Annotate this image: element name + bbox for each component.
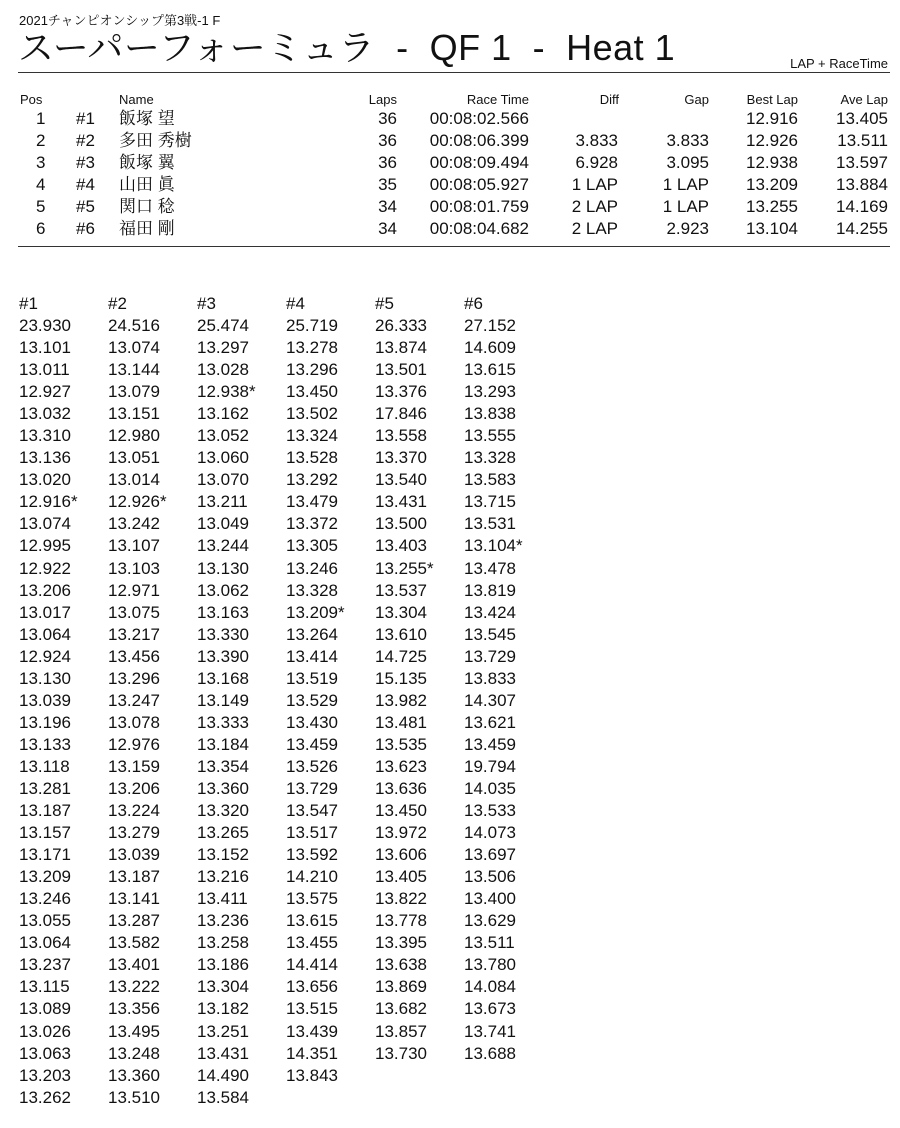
lap-time: 14.351 [286,1043,338,1063]
result-race-time: 00:08:05.927 [429,175,529,194]
lap-time: 13.248 [108,1043,160,1063]
table-row [18,174,890,196]
lap-time: 13.258 [197,933,249,953]
result-laps: 34 [378,197,397,216]
lap-time: 12.971 [108,580,160,600]
result-pos: 2 [36,131,46,150]
lap-time: 13.328 [286,580,338,600]
lap-time: 14.414 [286,955,338,975]
lap-time: 13.833 [464,668,516,688]
lap-column [464,293,553,1109]
lap-time: 13.621 [464,712,516,732]
lap-time: 13.972 [375,823,427,843]
results-divider [18,246,890,247]
result-diff: 2 LAP [571,219,618,238]
result-ave-lap: 13.597 [836,153,888,172]
lap-time: 13.203 [19,1065,71,1085]
lap-time: 13.874 [375,338,427,358]
lap-time: 13.074 [108,338,160,358]
result-gap: 2.923 [666,219,709,238]
lap-time: 13.292 [286,470,338,490]
lap-time: 13.287 [108,911,160,931]
lap-time: 13.729 [286,778,338,798]
lap-time: 12.980 [108,426,160,446]
result-race-time: 00:08:02.566 [429,109,529,128]
result-pos: 5 [36,197,46,216]
lap-time: 12.995 [19,536,71,556]
result-driver-name: 多田 秀樹 [119,131,192,150]
report-type-label: LAP + RaceTime [790,56,888,71]
lap-time: 13.162 [197,404,249,424]
table-row [18,152,890,174]
lap-time: 13.209 [19,867,71,887]
lap-column-header: #6 [464,294,483,313]
lap-time: 13.636 [375,778,427,798]
lap-time: 13.107 [108,536,160,556]
lap-time: 24.516 [108,316,160,335]
lap-time: 13.615 [464,360,516,380]
lap-time: 13.262 [19,1087,71,1107]
lap-time: 13.020 [19,470,71,490]
lap-time: 13.079 [108,382,160,402]
table-row [18,130,890,152]
result-gap: 1 LAP [662,175,709,194]
lap-time: 13.159 [108,756,160,776]
lap-time: 12.916* [19,492,78,512]
lap-time: 13.304 [375,602,427,622]
lap-time: 26.333 [375,316,427,335]
lap-time: 13.370 [375,448,427,468]
col-header-laps: Laps [368,92,397,107]
lap-time: 13.450 [286,382,338,402]
lap-time: 13.163 [197,602,249,622]
lap-time: 13.064 [19,624,71,644]
lap-time: 13.390 [197,646,249,666]
lap-time: 13.070 [197,470,249,490]
result-best-lap: 13.255 [746,197,798,216]
lap-time: 13.656 [286,977,338,997]
lap-time: 13.246 [286,558,338,578]
lap-time: 13.547 [286,801,338,821]
lap-time: 13.478 [464,558,516,578]
lap-time: 13.526 [286,756,338,776]
lap-time: 13.055 [19,911,71,931]
lap-time: 13.101 [19,338,71,358]
result-laps: 35 [378,175,397,194]
report-subtitle: 2021チャンピオンシップ第3戦-1 F [19,13,221,28]
col-header-gap: Gap [684,92,709,107]
lap-time: 13.330 [197,624,249,644]
lap-time: 13.529 [286,690,338,710]
lap-time: 13.075 [108,602,160,622]
col-header-ave-lap: Ave Lap [840,92,888,107]
lap-time: 14.084 [464,977,516,997]
lap-column-header: #5 [375,294,394,313]
lap-time: 13.074 [19,514,71,534]
lap-time: 13.115 [19,977,70,997]
result-best-lap: 12.938 [746,153,798,172]
lap-time: 13.459 [286,734,338,754]
lap-time: 13.206 [19,580,71,600]
lap-time: 13.517 [286,823,338,843]
lap-time: 13.982 [375,690,427,710]
lap-time: 13.540 [375,470,427,490]
lap-time: 14.725 [375,646,427,666]
lap-time: 13.182 [197,999,249,1019]
lap-time: 13.078 [108,712,160,732]
lap-time: 14.035 [464,778,516,798]
results-table [18,92,890,240]
result-diff: 1 LAP [571,175,618,194]
lap-time: 13.459 [464,734,516,754]
lap-time: 13.224 [108,801,160,821]
lap-time: 13.236 [197,911,249,931]
lap-time: 13.688 [464,1043,516,1063]
lap-time: 25.719 [286,316,338,335]
lap-time: 13.843 [286,1065,338,1085]
result-driver-name: 飯塚 翼 [119,153,175,172]
lap-time: 13.209* [286,602,345,622]
col-header-diff: Diff [599,92,619,107]
lap-time: 27.152 [464,316,516,335]
col-header-best-lap: Best Lap [746,92,798,107]
result-driver-name: 飯塚 望 [119,109,175,128]
lap-time: 13.360 [197,778,249,798]
lap-time: 13.103 [108,558,160,578]
result-car-number: #5 [76,197,95,216]
result-car-number: #6 [76,219,95,238]
lap-time: 12.976 [108,734,160,754]
lap-time: 13.304 [197,977,249,997]
lap-time: 13.064 [19,933,71,953]
lap-time: 13.051 [108,448,160,468]
lap-time: 13.187 [108,867,160,887]
lap-time: 13.324 [286,426,338,446]
lap-time: 13.049 [197,514,249,534]
lap-time: 13.431 [375,492,427,512]
lap-column-header: #2 [108,294,127,313]
lap-time: 13.537 [375,580,427,600]
lap-time: 13.479 [286,492,338,512]
lap-time: 13.531 [464,514,516,534]
lap-time: 13.455 [286,933,338,953]
result-pos: 3 [36,153,46,172]
lap-column [286,293,375,1109]
lap-column-header: #1 [19,294,38,313]
lap-time: 13.310 [19,426,71,446]
lap-time: 13.171 [19,845,71,865]
result-gap: 3.095 [666,153,709,172]
result-pos: 6 [36,219,46,238]
lap-time: 13.356 [108,999,160,1019]
lap-time: 13.130 [197,558,249,578]
lap-time: 13.265 [197,823,249,843]
lap-time: 13.430 [286,712,338,732]
lap-time: 13.278 [286,338,338,358]
lap-time: 13.439 [286,1021,338,1041]
lap-time: 13.857 [375,1021,427,1041]
lap-time: 13.515 [286,999,338,1019]
lap-time: 13.328 [464,448,516,468]
lap-time: 12.938* [197,382,256,402]
result-car-number: #2 [76,131,95,150]
lap-time: 13.320 [197,801,249,821]
lap-time: 13.615 [286,911,338,931]
lap-time: 13.217 [108,624,160,644]
lap-time: 13.017 [19,602,71,622]
lap-time: 13.296 [286,360,338,380]
result-laps: 36 [378,153,397,172]
lap-time: 13.297 [197,338,249,358]
result-ave-lap: 14.169 [836,197,888,216]
lap-time: 13.481 [375,712,427,732]
result-car-number: #4 [76,175,95,194]
lap-column [19,293,108,1109]
lap-time: 13.206 [108,778,160,798]
lap-time: 13.629 [464,911,516,931]
lap-time: 13.456 [108,646,160,666]
lap-time: 13.869 [375,977,427,997]
result-race-time: 00:08:01.759 [429,197,529,216]
lap-time: 14.073 [464,823,516,843]
lap-time: 13.502 [286,404,338,424]
lap-time: 13.360 [108,1065,160,1085]
lap-time: 14.609 [464,338,516,358]
lap-time: 14.210 [286,867,338,887]
lap-time: 13.186 [197,955,249,975]
lap-time: 13.638 [375,955,427,975]
results-header-row [18,92,890,108]
lap-time: 13.028 [197,360,249,380]
lap-time: 13.246 [19,889,71,909]
lap-time: 13.403 [375,536,427,556]
lap-time: 13.545 [464,624,516,644]
lap-time: 13.026 [19,1021,71,1041]
lap-time: 13.715 [464,492,516,512]
lap-time: 12.927 [19,382,71,402]
lap-time: 14.307 [464,690,516,710]
lap-time: 13.405 [375,867,427,887]
table-row [18,108,890,130]
result-gap: 1 LAP [662,197,709,216]
lap-time: 13.819 [464,580,516,600]
lap-time: 13.052 [197,426,249,446]
lap-time: 13.242 [108,514,160,534]
lap-time: 14.490 [197,1065,249,1085]
lap-time: 17.846 [375,404,427,424]
result-ave-lap: 13.405 [836,109,888,128]
result-best-lap: 13.104 [746,219,798,238]
lap-time: 13.089 [19,999,71,1019]
lap-time: 13.395 [375,933,427,953]
lap-time: 13.187 [19,801,71,821]
results-body [18,108,890,240]
lap-time: 13.519 [286,668,338,688]
lap-time: 13.511 [464,933,515,953]
lap-time: 13.500 [375,514,427,534]
lap-time: 13.501 [375,360,427,380]
lap-time: 13.510 [108,1087,160,1107]
lap-time: 13.152 [197,845,249,865]
result-race-time: 00:08:04.682 [429,219,529,238]
table-row [18,196,890,218]
lap-time: 13.741 [464,1021,516,1041]
lap-time: 13.144 [108,360,160,380]
lap-time: 13.533 [464,801,516,821]
lap-time: 13.222 [108,977,160,997]
lap-time: 13.014 [108,470,160,490]
lap-time: 13.780 [464,955,516,975]
lap-time: 13.151 [108,404,160,424]
lap-column [108,293,197,1109]
result-driver-name: 福田 剛 [119,219,175,238]
lap-time: 13.506 [464,867,516,887]
lap-time: 13.376 [375,382,427,402]
lap-time: 13.039 [108,845,160,865]
result-best-lap: 12.926 [746,131,798,150]
result-driver-name: 山田 眞 [119,175,175,194]
lap-time: 13.062 [197,580,249,600]
lap-time: 13.039 [19,690,71,710]
lap-time: 13.136 [19,448,71,468]
result-ave-lap: 13.511 [837,131,888,150]
lap-time: 13.673 [464,999,516,1019]
lap-time: 13.528 [286,448,338,468]
lap-time: 13.424 [464,602,516,622]
lap-column [375,293,464,1109]
lap-time: 13.729 [464,646,516,666]
lap-time: 13.414 [286,646,338,666]
lap-time: 13.354 [197,756,249,776]
lap-time: 13.450 [375,801,427,821]
result-diff: 2 LAP [571,197,618,216]
lap-time: 25.474 [197,316,249,335]
result-best-lap: 12.916 [746,109,798,128]
lap-time: 13.838 [464,404,516,424]
lap-time: 13.032 [19,404,71,424]
lap-time: 13.011 [19,360,70,380]
result-ave-lap: 13.884 [836,175,888,194]
lap-time: 23.930 [19,316,71,335]
col-header-race-time: Race Time [466,92,529,107]
lap-time: 13.216 [197,867,249,887]
lap-time: 13.063 [19,1043,71,1063]
result-race-time: 00:08:09.494 [429,153,529,172]
lap-time: 13.583 [464,470,516,490]
lap-time: 13.279 [108,823,160,843]
lap-times-table [19,293,553,1109]
lap-time: 13.118 [19,756,70,776]
lap-time: 13.558 [375,426,427,446]
lap-time: 15.135 [375,668,427,688]
result-driver-name: 関口 稔 [119,197,175,216]
lap-time: 13.251 [197,1021,249,1041]
result-pos: 4 [36,175,46,194]
lap-time: 13.196 [19,712,71,732]
lap-time: 13.264 [286,624,338,644]
lap-time: 13.682 [375,999,427,1019]
lap-time: 13.697 [464,845,516,865]
lap-time: 13.582 [108,933,160,953]
result-race-time: 00:08:06.399 [429,131,529,150]
lap-time: 13.610 [375,624,427,644]
lap-time: 13.730 [375,1043,427,1063]
lap-time: 13.535 [375,734,427,754]
lap-time: 13.133 [19,734,71,754]
lap-time: 13.184 [197,734,249,754]
lap-time: 13.305 [286,536,338,556]
lap-time: 13.372 [286,514,338,534]
lap-column [197,293,286,1109]
lap-time: 13.211 [197,492,248,512]
lap-time: 13.130 [19,668,71,688]
lap-time: 13.400 [464,889,516,909]
lap-time: 13.149 [197,690,249,710]
col-header-pos: Pos [20,92,43,107]
lap-time: 13.592 [286,845,338,865]
lap-time: 13.584 [197,1087,249,1107]
lap-time: 12.926* [108,492,167,512]
lap-column-header: #4 [286,294,305,313]
lap-time: 13.247 [108,690,160,710]
result-diff: 6.928 [575,153,618,172]
lap-time: 13.431 [197,1043,249,1063]
lap-time: 13.778 [375,911,427,931]
result-car-number: #3 [76,153,95,172]
lap-time: 13.255* [375,558,434,578]
lap-time: 13.575 [286,889,338,909]
lap-time: 13.104* [464,536,523,556]
result-best-lap: 13.209 [746,175,798,194]
lap-time: 13.060 [197,448,249,468]
lap-time: 13.293 [464,382,516,402]
lap-time: 13.495 [108,1021,160,1041]
lap-column-header: #3 [197,294,216,313]
result-gap: 3.833 [666,131,709,150]
result-car-number: #1 [76,109,95,128]
result-laps: 36 [378,109,397,128]
lap-time: 13.822 [375,889,427,909]
result-laps: 36 [378,131,397,150]
lap-time: 13.168 [197,668,249,688]
table-row [18,218,890,240]
lap-time: 12.922 [19,558,71,578]
lap-time: 13.237 [19,955,71,975]
lap-time: 13.623 [375,756,427,776]
result-ave-lap: 14.255 [836,219,888,238]
page-title: スーパーフォーミュラ - QF 1 - Heat 1 [18,27,676,68]
lap-time: 13.141 [108,889,160,909]
lap-time: 13.411 [197,889,248,909]
col-header-name: Name [119,92,154,107]
lap-time: 13.401 [108,955,160,975]
lap-time: 12.924 [19,646,71,666]
result-laps: 34 [378,219,397,238]
title-divider [18,72,890,73]
lap-time: 13.606 [375,845,427,865]
lap-time: 19.794 [464,756,516,776]
lap-time: 13.333 [197,712,249,732]
lap-time: 13.296 [108,668,160,688]
result-pos: 1 [36,109,46,128]
lap-time: 13.244 [197,536,249,556]
lap-time: 13.281 [19,778,71,798]
lap-time: 13.157 [19,823,71,843]
lap-time: 13.555 [464,426,516,446]
result-diff: 3.833 [575,131,618,150]
